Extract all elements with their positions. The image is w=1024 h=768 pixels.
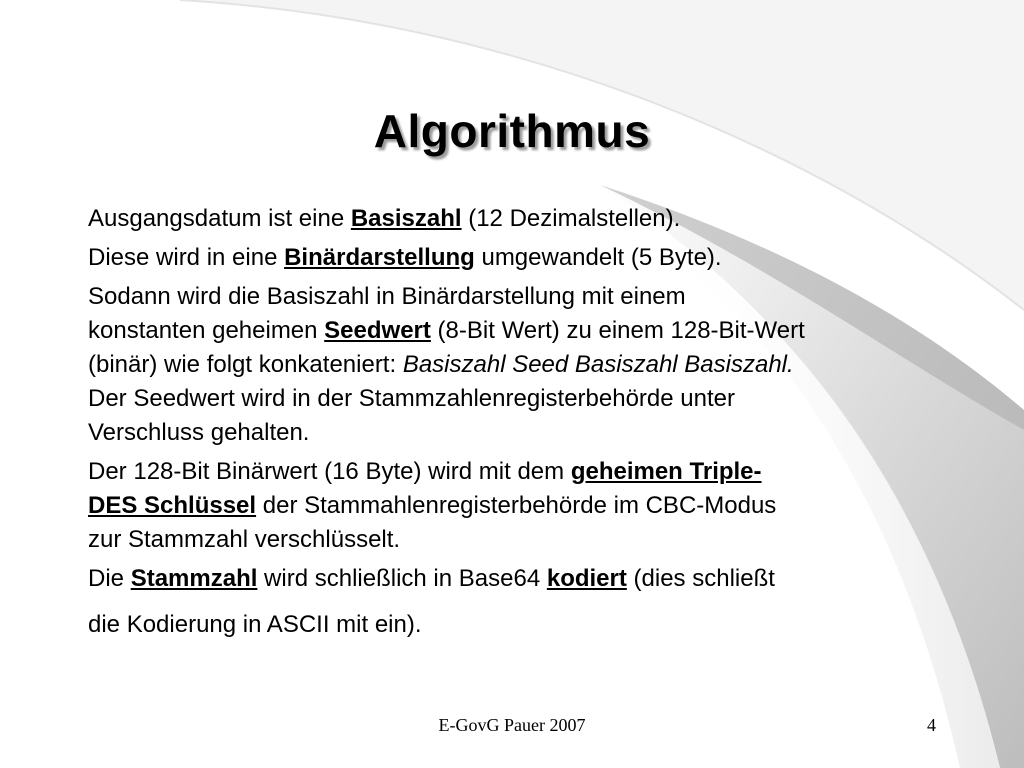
text: (binär) wie folgt konkateniert: xyxy=(88,351,403,378)
term-des-schluessel: DES Schlüssel xyxy=(88,492,257,519)
term-basiszahl: Basiszahl xyxy=(350,205,462,232)
text: Die xyxy=(88,565,131,592)
paragraph-stammzahl xyxy=(88,562,958,642)
term-seedwert: Seedwert xyxy=(324,317,431,344)
text: (8-Bit Wert) zu einem 128-Bit-Wert xyxy=(430,317,805,344)
term-binaerdarstellung: Binärdarstellung xyxy=(284,244,475,271)
text-line xyxy=(88,314,958,348)
text: konstanten geheimen xyxy=(88,317,325,344)
text-line: Der Seedwert wird in der Stammzahlenregisterbehörde unter xyxy=(88,385,735,412)
text-line xyxy=(88,489,958,523)
text: wird schließlich in Base64 xyxy=(257,565,547,592)
term-stammzahl: Stammzahl xyxy=(130,565,258,592)
paragraph-seedwert xyxy=(88,280,958,450)
text: Ausgangsdatum ist eine xyxy=(88,205,351,232)
text: (12 Dezimalstellen). xyxy=(461,205,681,232)
text-line xyxy=(88,348,958,382)
concatenation-formula: Basiszahl Seed Basiszahl Basiszahl. xyxy=(402,351,794,378)
text-line: die Kodierung in ASCII mit ein). xyxy=(88,611,422,638)
text: Diese wird in eine xyxy=(88,244,285,271)
text: umgewandelt (5 Byte). xyxy=(474,244,722,271)
text-line: zur Stammzahl verschlüsselt. xyxy=(88,526,401,553)
paragraph-basiszahl xyxy=(88,202,958,236)
slide-title: Algorithmus xyxy=(373,105,651,157)
text: (dies schließt xyxy=(626,565,775,592)
term-triple-des: geheimen Triple- xyxy=(570,458,762,485)
paragraph-triple-des xyxy=(88,455,958,557)
term-kodiert: kodiert xyxy=(546,565,627,592)
text-line xyxy=(88,562,958,596)
text-line: Sodann wird die Basiszahl in Binärdarstellung mit einem xyxy=(88,283,686,310)
footer-text: E-GovG Pauer 2007 xyxy=(438,715,586,735)
page-number: 4 xyxy=(927,715,936,735)
slide-body xyxy=(88,202,958,647)
text: der Stammahlenregisterbehörde im CBC-Modus xyxy=(256,492,777,519)
text-line xyxy=(88,455,958,489)
paragraph-binaerdarstellung xyxy=(88,241,958,275)
text: Der 128-Bit Binärwert (16 Byte) wird mit dem xyxy=(88,458,571,485)
text-line: Verschluss gehalten. xyxy=(88,419,310,446)
